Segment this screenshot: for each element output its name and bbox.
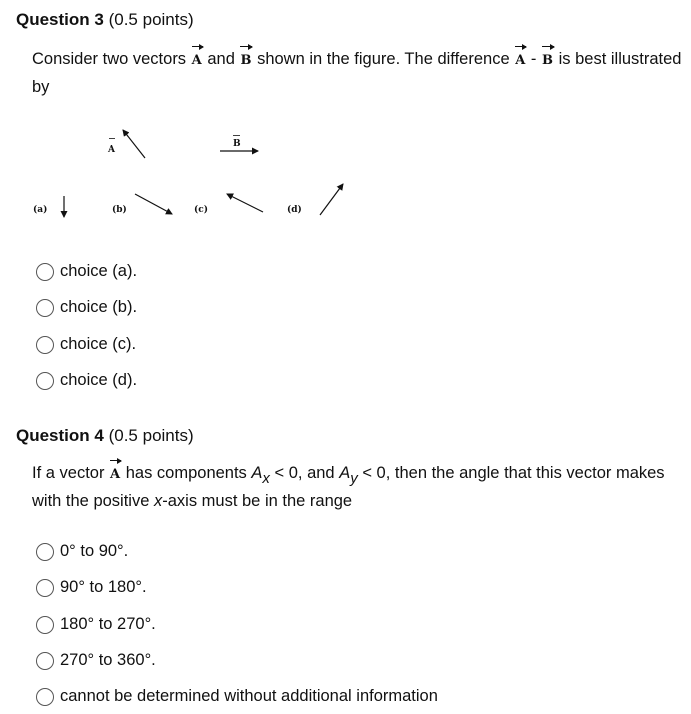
radio-button[interactable] — [36, 263, 54, 281]
question-4-text: If a vector A has components Ax < 0, and Ay < 0, then the angle that this vector makes with the positive x-axis must be in the range — [32, 464, 665, 510]
choice-label: choice (d). — [60, 371, 138, 389]
radio-button[interactable] — [36, 616, 54, 634]
option-label-c: (c) — [194, 205, 208, 215]
radio-button[interactable] — [36, 336, 54, 354]
option-c-arrow — [227, 194, 263, 212]
choice-label: 270° to 360°. — [60, 651, 156, 669]
vector-figure — [0, 120, 691, 230]
figure-label-b: B — [233, 139, 241, 149]
choice-label: choice (a). — [60, 262, 138, 280]
option-label-a: (a) — [33, 205, 48, 215]
choice-label: 180° to 270°. — [60, 615, 156, 633]
q3-choice-d[interactable] — [36, 371, 137, 390]
vector-a-symbol: A — [191, 48, 203, 74]
q4-choice-2[interactable] — [36, 578, 147, 597]
q3-choice-a[interactable] — [36, 262, 137, 281]
option-b-arrow — [135, 194, 172, 214]
choice-label: 90° to 180°. — [60, 578, 147, 596]
figure-label-a: A — [108, 145, 115, 155]
radio-button[interactable] — [36, 299, 54, 317]
q4-choice-1[interactable] — [36, 542, 128, 561]
radio-button[interactable] — [36, 579, 54, 597]
q4-choice-3[interactable] — [36, 615, 156, 634]
radio-button[interactable] — [36, 688, 54, 706]
q3-choice-b[interactable] — [36, 298, 137, 317]
q4-choice-5[interactable] — [36, 687, 438, 706]
option-label-b: (b) — [112, 205, 127, 215]
vector-a-symbol: A — [109, 462, 121, 488]
option-d-arrow — [320, 184, 343, 215]
radio-button[interactable] — [36, 652, 54, 670]
q4-choice-4[interactable] — [36, 651, 156, 670]
question-4-title: Question 4 (0.5 points) — [16, 426, 194, 445]
option-label-d: (d) — [287, 205, 302, 215]
vector-a-arrow — [123, 130, 145, 158]
choice-label: choice (c). — [60, 335, 137, 353]
vector-b-symbol: B — [239, 48, 252, 74]
radio-button[interactable] — [36, 543, 54, 561]
q3-choice-c[interactable] — [36, 335, 136, 354]
vector-b-symbol: B — [541, 48, 554, 74]
choice-label: 0° to 90°. — [60, 542, 129, 560]
radio-button[interactable] — [36, 372, 54, 390]
choice-label: choice (b). — [60, 298, 138, 316]
vector-a-symbol: A — [514, 48, 526, 74]
question-3-title: Question 3 (0.5 points) — [16, 10, 194, 29]
question-3-text: Consider two vectors A and B shown in the figure. The difference A - B is best illustrated by — [32, 50, 682, 96]
choice-label: cannot be determined without additional information — [60, 687, 438, 705]
